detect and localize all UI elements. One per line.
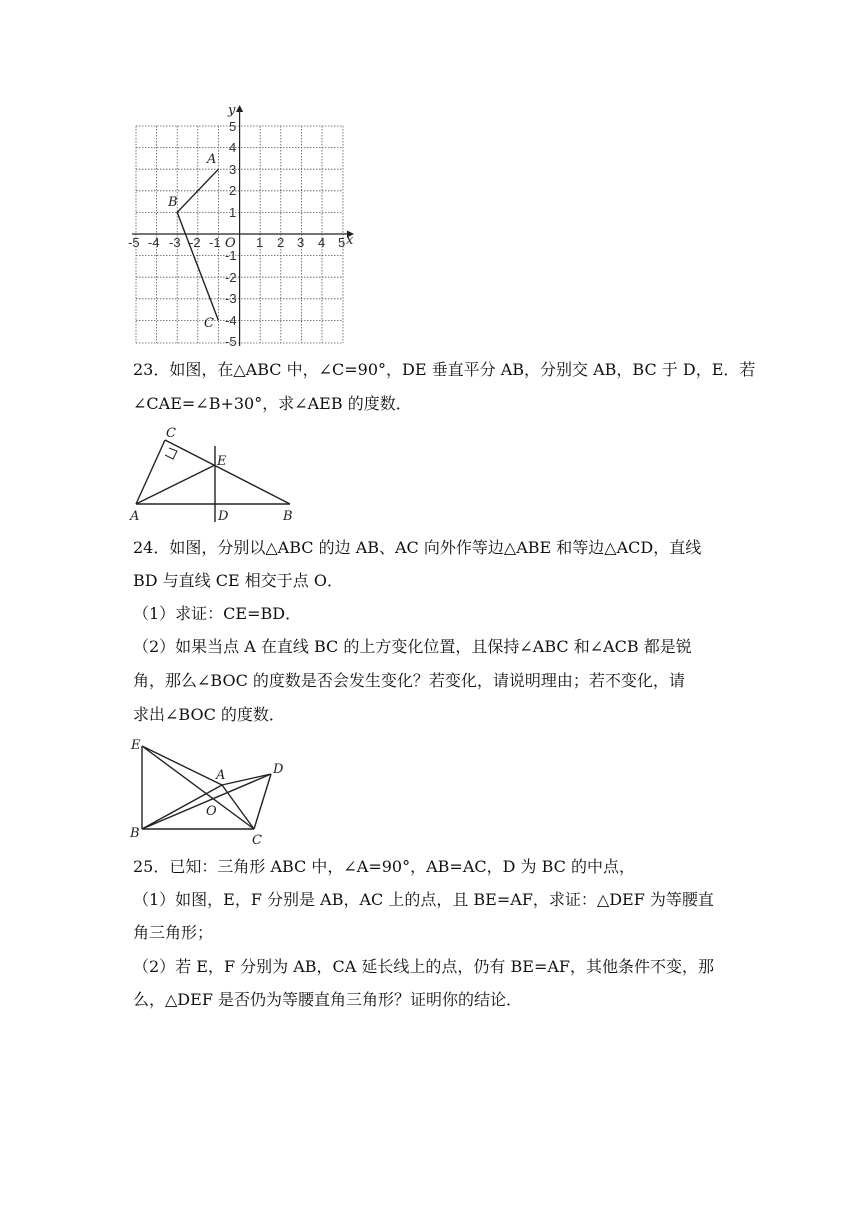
q24-label-a: A	[216, 768, 226, 783]
q23-label-e: E	[217, 454, 227, 469]
q24-label-c: C	[252, 833, 262, 848]
y-tick-labels	[225, 119, 237, 346]
origin-label: O	[225, 236, 236, 251]
q23-label-a: A	[130, 509, 140, 524]
q24-line-3: （1）求证：CE=BD．	[133, 604, 302, 623]
q23-label-b: B	[283, 509, 293, 524]
q24-label-d: D	[273, 762, 284, 777]
q25-line-1: 25．已知：三角形 ABC 中，∠A=90°，AB=AC，D 为 BC 的中点，	[133, 857, 636, 876]
x-axis-label: x	[346, 233, 354, 248]
x-tick-label: -4	[148, 235, 160, 250]
q24-label-o: O	[206, 804, 217, 819]
q25-line-5: 么，△DEF 是否仍为等腰直角三角形？证明你的结论．	[133, 990, 523, 1009]
x-tick-labels	[128, 235, 345, 251]
point-b-label: B	[168, 195, 178, 210]
x-tick-label: -1	[209, 235, 221, 250]
q23-figure	[128, 424, 298, 524]
q25-line-4: （2）若 E，F 分别为 AB，CA 延长线上的点，仍有 BE=AF，其他条件不变，那	[133, 957, 715, 976]
q23-line-2: ∠CAE=∠B+30°，求∠AEB 的度数．	[133, 394, 412, 413]
q23-label-c: C	[166, 426, 176, 441]
point-c-label: C	[204, 316, 214, 331]
y-tick-label: 5	[229, 119, 237, 134]
x-tick-label: 4	[318, 235, 326, 250]
q24-label-b: B	[130, 826, 140, 841]
x-tick-label: 2	[277, 235, 285, 250]
point-a-label: A	[207, 152, 217, 167]
q24-line-4: （2）如果当点 A 在直线 BC 的上方变化位置，且保持∠ABC 和∠ACB 都是锐	[133, 637, 692, 656]
coordinate-grid-figure	[128, 102, 358, 346]
q25-line-3: 角三角形；	[133, 923, 214, 942]
q23-line-1: 23．如图，在△ABC 中，∠C=90°，DE 垂直平分 AB，分别交 AB，BC 于 D，E．若	[133, 360, 756, 379]
q24-line-5: 角，那么∠BOC 的度数是否会发生变化？若变化，请说明理由；若不变化，请	[133, 671, 685, 690]
q24-line-2: BD 与直线 CE 相交于点 O．	[133, 571, 343, 590]
x-tick-label: -2	[189, 235, 201, 250]
q24-figure	[128, 733, 298, 848]
y-axis-arrow-icon	[236, 105, 243, 112]
y-tick-label: -1	[225, 248, 237, 263]
q24-line-1: 24．如图，分别以△ABC 的边 AB、AC 向外作等边△ABE 和等边△ACD，直线	[133, 538, 702, 557]
y-axis-label: y	[228, 103, 236, 118]
x-tick-label: 5	[338, 235, 346, 250]
y-tick-label: -3	[225, 291, 237, 306]
y-tick-label: 4	[229, 140, 237, 155]
y-tick-label: 3	[229, 162, 237, 177]
q24-label-e: E	[131, 738, 141, 753]
x-tick-label: 1	[256, 235, 264, 250]
q24-line-6: 求出∠BOC 的度数．	[133, 705, 285, 724]
y-tick-label: 1	[229, 205, 237, 220]
x-tick-label: -5	[128, 235, 140, 250]
y-tick-label: -2	[225, 270, 237, 285]
x-tick-label: 3	[297, 235, 305, 250]
x-tick-label: -3	[169, 235, 181, 250]
y-tick-label: -5	[225, 334, 237, 346]
q23-label-d: D	[218, 509, 229, 524]
right-angle-mark-icon	[165, 448, 177, 459]
y-tick-label: -4	[225, 313, 237, 328]
q25-line-2: （1）如图，E，F 分别是 AB，AC 上的点，且 BE=AF，求证：△DEF 为等腰直	[133, 890, 714, 909]
y-tick-label: 2	[229, 183, 237, 198]
